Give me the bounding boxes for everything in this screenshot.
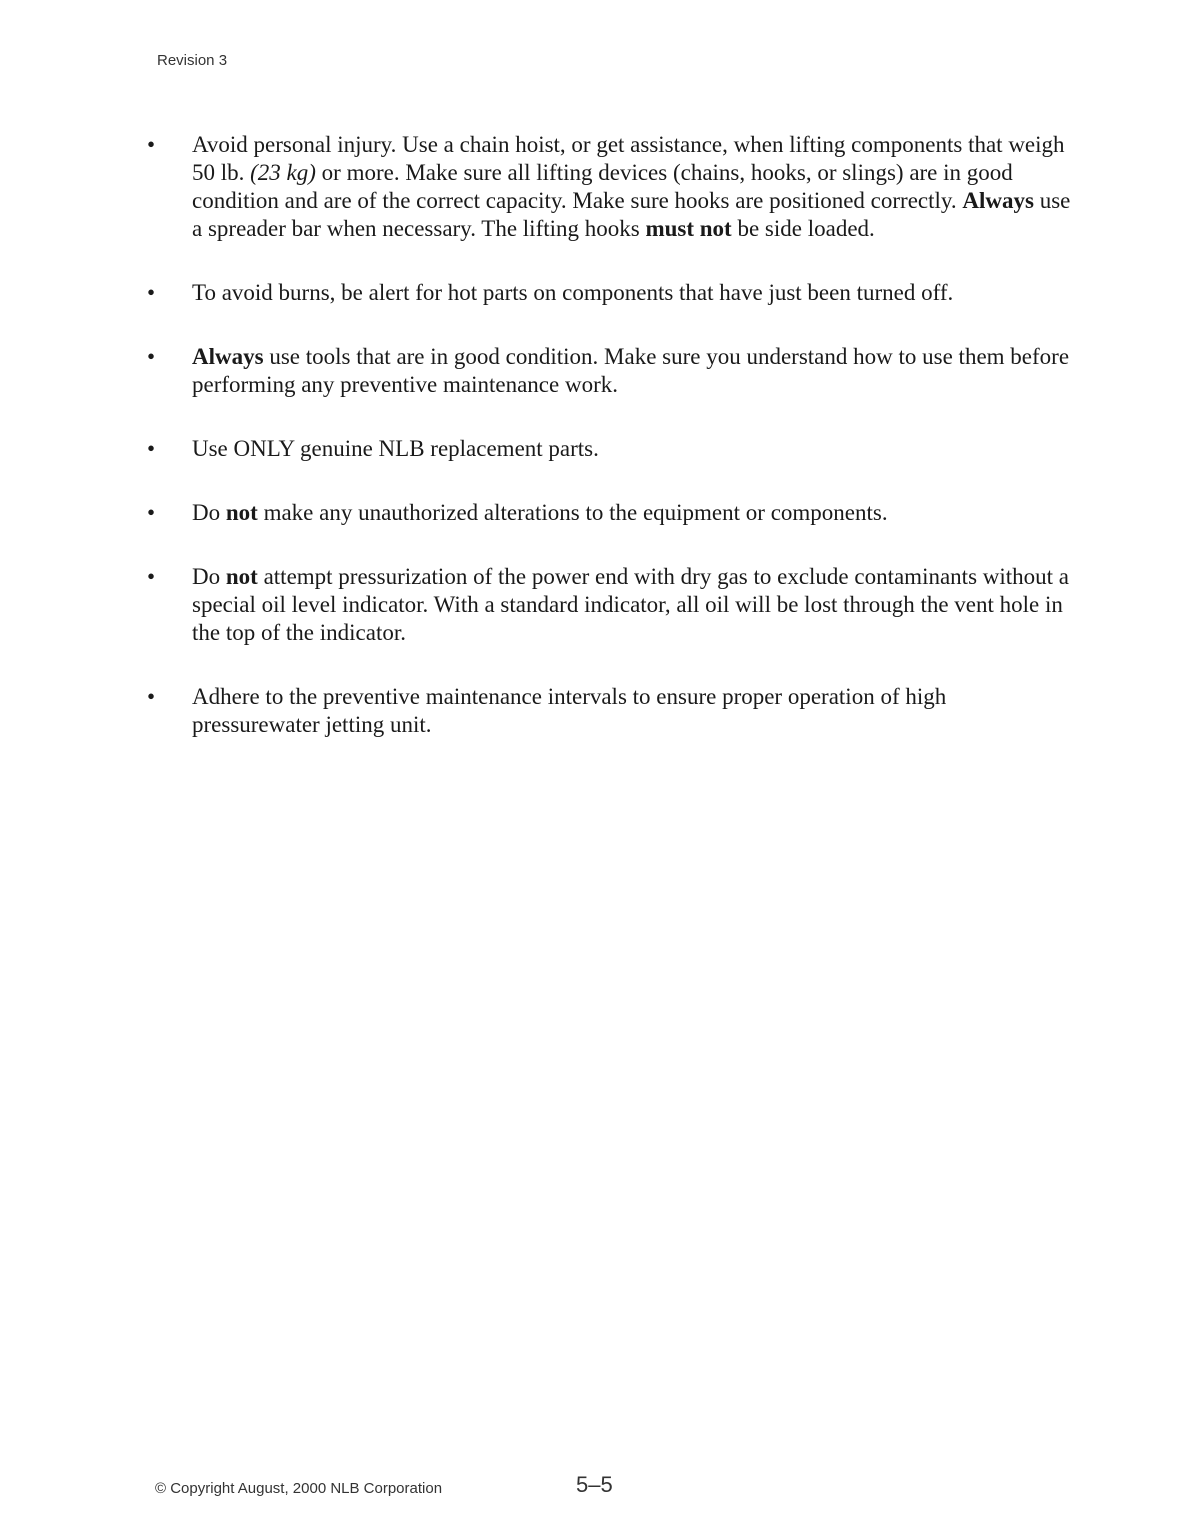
list-item: • Do not make any unauthorized alterations to the equipment or components. — [147, 500, 888, 525]
list-item: • Always use tools that are in good condition. Make sure you understand how to use them before performing any preventive maintenance work. — [147, 344, 1070, 397]
bullet-icon: • — [147, 436, 156, 461]
list-item: • Use ONLY genuine NLB replacement parts. — [147, 436, 599, 461]
safety-list — [147, 131, 1072, 775]
page-number: 5–5 — [576, 1472, 613, 1497]
list-item: • Adhere to the preventive maintenance intervals to ensure proper operation of high pressurewater jetting unit. — [147, 684, 947, 737]
bullet-icon: • — [147, 132, 156, 157]
bullet-icon: • — [147, 564, 156, 589]
copyright-footer: © Copyright August, 2000 NLB Corporation — [155, 1480, 443, 1497]
list-item: • To avoid burns, be alert for hot parts on components that have just been turned off. — [147, 280, 954, 305]
revision-label: Revision 3 — [157, 52, 228, 69]
bullet-icon: • — [147, 344, 156, 369]
bullet-icon: • — [147, 684, 156, 709]
bullet-icon: • — [147, 500, 156, 525]
bullet-icon: • — [147, 280, 156, 305]
list-item: • Do not attempt pressurization of the power end with dry gas to exclude contaminants without a special oil level indicator. With a standard indicator, all oil will be lost through the vent hole in the top of the indicator. — [147, 564, 1070, 645]
list-item: • Avoid personal injury. Use a chain hoist, or get assistance, when lifting components that weigh 50 lb. (23 kg) or more. Make sure all lifting devices (chains, hooks, or slings) are in good condition and are of the correct capacity. Make sure hooks are positioned correctly. Always use a spreader bar when necessary. The lifting hooks must not be side loaded. — [147, 132, 1071, 241]
